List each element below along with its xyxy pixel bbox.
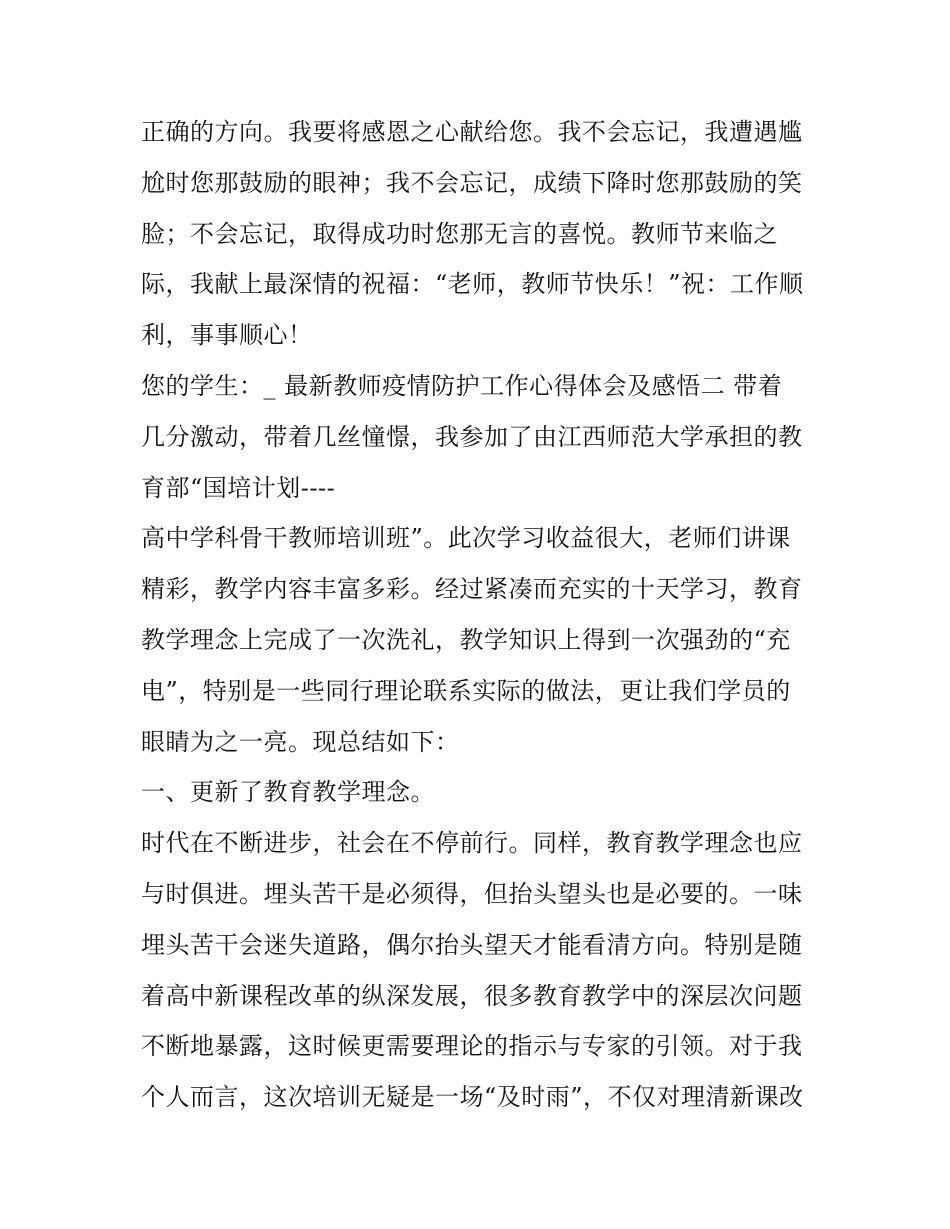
- text-line-15: 时代在不断进步，社会在不停前行。同样，教育教学理念也应: [141, 829, 803, 858]
- section-heading: 一、更新了教育教学理念。: [141, 778, 435, 807]
- text-line-4: 际，我献上最深情的祝福：“老师，教师节快乐！”祝：工作顺: [141, 270, 804, 299]
- text-line-18: 着高中新课程改革的纵深发展，很多教育教学中的深层次问题: [141, 981, 803, 1010]
- text-line-12: 电”，特别是一些同行理论联系实际的做法，更让我们学员的: [141, 676, 791, 705]
- text-line-5: 利，事事顺心！: [141, 321, 313, 350]
- text-line-20: 个人而言，这次培训无疑是一场“及时雨”，不仅对理清新课改: [141, 1083, 804, 1112]
- text-line-8: 育部“国培计划----: [141, 473, 336, 502]
- text-line-3: 脸；不会忘记，取得成功时您那无言的喜悦。教师节来临之: [141, 219, 778, 248]
- text-line-10: 精彩，教学内容丰富多彩。经过紧凑而充实的十天学习，教育: [141, 575, 803, 604]
- body-text: [141, 107, 821, 1123]
- text-line-16: 与时俱进。埋头苦干是必须得，但抬头望头也是必要的。一味: [141, 879, 803, 908]
- text-line-17: 埋头苦干会迷失道路，偶尔抬头望天才能看清方向。特别是随: [141, 930, 803, 959]
- text-line-19: 不断地暴露，这时候更需要理论的指示与专家的引领。对于我: [141, 1032, 803, 1061]
- text-line-2: 尬时您那鼓励的眼神；我不会忘记，成绩下降时您那鼓励的笑: [141, 168, 803, 197]
- text-line-1: 正确的方向。我要将感恩之心献给您。我不会忘记，我遭遇尴: [141, 118, 803, 146]
- text-line-11: 教学理念上完成了一次洗礼，教学知识上得到一次强劲的“充: [141, 625, 791, 654]
- text-line-9: 高中学科骨干教师培训班”。此次学习收益很大，老师们讲课: [141, 524, 791, 553]
- text-line-7: 几分激动，带着几丝憧憬，我参加了由江西师范大学承担的教: [141, 422, 803, 451]
- text-line-13: 眼睛为之一亮。现总结如下：: [141, 727, 460, 756]
- text-line-6: 您的学生：_ 最新教师疫情防护工作心得体会及感悟二 带着: [141, 371, 783, 400]
